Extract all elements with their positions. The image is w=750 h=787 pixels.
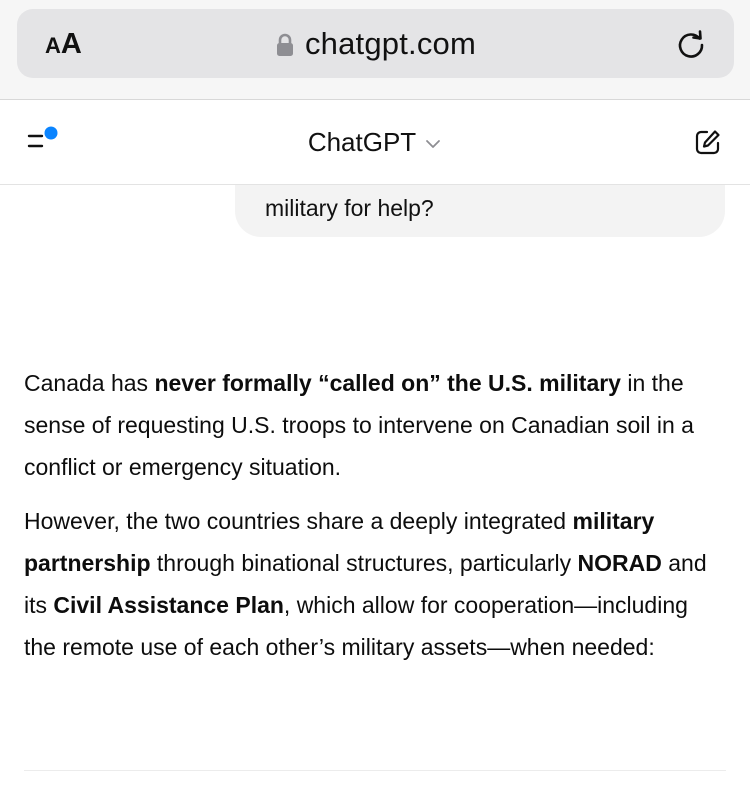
chevron-down-icon [424, 135, 442, 153]
url-display[interactable] [17, 9, 734, 78]
page-title: ChatGPT [307, 126, 417, 157]
text-run: Canada has [24, 370, 155, 396]
aa-small-letter: A [45, 33, 61, 58]
text-run: , which allow for cooperation—including the remote use of each other’s military assets—when needed: [24, 592, 688, 660]
bold-run: never formally “called on” the U.S. military [154, 370, 621, 396]
lock-icon [275, 33, 295, 57]
text-run: through binational structures, particularly [150, 550, 578, 576]
assistant-message [24, 362, 726, 680]
browser-toolbar [0, 0, 750, 100]
bold-run: Civil Assistance Plan [53, 592, 284, 618]
assistant-paragraph-1 [24, 362, 726, 488]
user-message-bubble [235, 185, 725, 237]
assistant-paragraph-2 [24, 500, 726, 668]
bold-run: military partnership [24, 508, 655, 576]
user-message-text: military for help? [265, 195, 434, 221]
text-run: in the sense of requesting U.S. troops to intervene on Canadian soil in a conflict or emergency situation. [24, 370, 694, 480]
reload-icon[interactable] [675, 28, 707, 60]
divider [24, 770, 726, 771]
address-bar[interactable] [17, 9, 734, 78]
url-text: chatgpt.com [304, 25, 477, 61]
text-run: However, the two countries share a deeply integrated [24, 508, 573, 534]
aa-big-letter: A [60, 28, 82, 60]
model-selector[interactable] [0, 100, 750, 184]
compose-icon[interactable] [694, 128, 722, 156]
chat-header [0, 100, 750, 185]
text-run: and its [24, 550, 707, 618]
bold-run: NORAD [577, 550, 662, 576]
conversation-thread [0, 185, 750, 787]
